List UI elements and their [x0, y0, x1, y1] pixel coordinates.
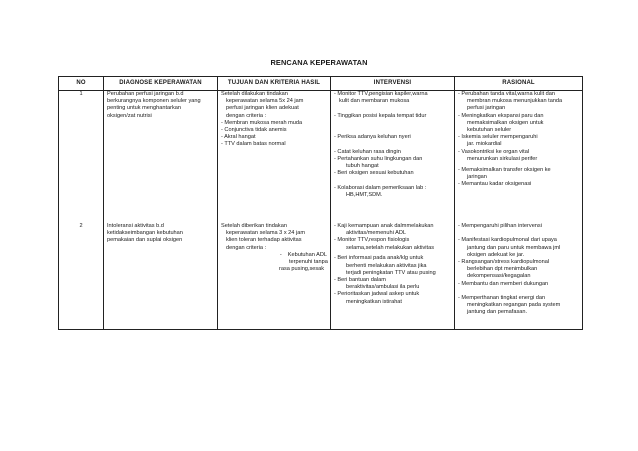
tujuan-criteria-text: Kebutuhan ADL	[287, 251, 327, 258]
intervensi-line: - Tinggikan posisi kepala tempat tidur	[334, 112, 427, 119]
tujuan-line: dengan criteria :	[226, 112, 267, 119]
row-number: 2	[59, 223, 104, 330]
tujuan-cell	[218, 91, 331, 224]
rasional-line: - Vasokontriksi ke organ vital	[458, 148, 530, 155]
diagnose-line: berkurangnya komponen seluler yang	[107, 98, 201, 105]
document-title: RENCANA KEPERAWATAN	[270, 58, 368, 67]
diagnose-cell	[104, 91, 218, 224]
intervensi-line: - Beri informasi pada anak/klg untuk	[334, 255, 424, 262]
diagnose-cell	[104, 223, 218, 330]
tujuan-line: Setelah diberikan tindakan	[221, 223, 287, 229]
intervensi-line: - Beri bantuan dalam	[334, 277, 386, 284]
rasional-line: dekompensasi/kegagalan	[467, 273, 531, 280]
row-number: 1	[59, 91, 104, 224]
intervensi-line: - Beri oksigen sesuai kebutuhan	[334, 170, 414, 177]
header-diagnose: DIAGNOSE KEPERAWATAN	[104, 77, 218, 91]
intervensi-line: HB,HMT,SDM.	[346, 191, 383, 198]
rasional-line: - Perubahan tanda vital,warna kulit dan	[458, 91, 556, 97]
tujuan-criteria: - TTV dalam batas normal	[221, 141, 286, 148]
intervensi-line: - Monitor TTV,respon fisiologis	[334, 237, 410, 244]
header-intervensi: INTERVENSI	[331, 77, 455, 91]
rasional-line: meningkatkan regangan pada system	[467, 302, 561, 309]
intervensi-line: - Kolaborasi dalam pemeriksaan lab :	[334, 184, 427, 191]
rasional-line: menurunkan sirkulasi perifer	[467, 155, 538, 162]
rasional-cell	[455, 91, 583, 224]
rasional-line: - Rangsangan/stress kardiopulmonal	[458, 259, 550, 265]
rasional-line: jaringan	[467, 173, 487, 180]
intervensi-line: - Periksa adanya keluhan nyeri	[334, 134, 411, 141]
intervensi-line: - Pertahankan suhu lingkungan dan	[334, 155, 423, 162]
diagnose-line: pemakaian dan suplai oksigen	[107, 237, 183, 244]
rasional-line: - Iskemia seluler mempengaruhi	[458, 134, 538, 141]
diagnose-line: Intoleransi aktivitas b.d	[107, 223, 164, 229]
tujuan-line: perfusi jaringan klien adekuat	[226, 105, 299, 112]
rasional-line: - Memaksimalkan transfer oksigen ke	[458, 166, 551, 173]
rasional-line: - Manifestasi kardiopulmonal dari upaya	[458, 237, 557, 244]
tujuan-criteria: - Akral hangat	[221, 134, 256, 141]
intervensi-cell	[331, 91, 455, 224]
rasional-line: - Memantau kadar oksigenasi	[458, 181, 532, 188]
intervensi-line: berhenti melakukan aktivitas jika	[346, 262, 427, 269]
rasional-line: berlebihan dpt menimbulkan	[467, 266, 538, 273]
rasional-line: - Mempengaruhi pilihan intervensi	[458, 223, 542, 229]
intervensi-line: - Kaji kemampuan anak dalmmelakukan	[334, 223, 434, 229]
rasional-line: oksigen adekuat ke jar.	[467, 251, 525, 258]
diagnose-line: Perubahan perfusi jaringan b.d	[107, 91, 184, 97]
table-row	[59, 223, 583, 330]
tujuan-line: klien toleran terhadap aktivitas	[226, 237, 302, 244]
tujuan-cell	[218, 223, 331, 330]
tujuan-line: keperawatan selama 5x 24 jam	[226, 98, 304, 105]
intervensi-line: - Perioritaskan jadwal askep untuk	[334, 291, 420, 298]
header-rasional: RASIONAL	[455, 77, 583, 91]
tujuan-line: dengan criteria :	[226, 244, 267, 251]
criteria-dash: -	[279, 251, 282, 258]
header-tujuan: TUJUAN DAN KRITERIA HASIL	[218, 77, 331, 91]
diagnose-line: penting untuk menghantarkan	[107, 105, 182, 112]
diagnose-line: ketidakseimbangan kebutuhan	[107, 230, 183, 237]
tujuan-criteria-text: rasa pusing,sesak	[279, 266, 325, 273]
tujuan-criteria: - Conjunctiva tidak anemis	[221, 127, 287, 134]
rasional-line: - Memperthanan tingkat energi dan	[458, 295, 546, 301]
intervensi-line: meningkatkan istirahat	[346, 298, 402, 305]
intervensi-line: beraktivitas/ambulasi ila perlu	[346, 284, 420, 291]
intervensi-line: - Catat keluhan rasa dingin	[334, 148, 401, 155]
rasional-line: membran mukosa menunjukkan tanda	[467, 98, 563, 105]
intervensi-line: terjadi peningkatan TTV atau pusing	[346, 269, 436, 276]
intervensi-line: kulit dan membaran mukosa	[339, 98, 410, 105]
rasional-line: - Membantu dan memberi dukungan	[458, 280, 549, 287]
table-header-row	[59, 77, 583, 91]
rasional-line: - Meningkatkan ekspansi paru dan	[458, 112, 544, 119]
header-no: NO	[59, 77, 104, 91]
intervensi-line: tubuh hangat	[346, 162, 379, 169]
tujuan-criteria-text: terpenuhi tanpa	[289, 259, 328, 266]
diagnose-line: oksigen/zat nutrisi	[107, 112, 152, 119]
intervensi-line: selama,setelah melakukan aktivitas	[346, 244, 434, 251]
tujuan-criteria	[221, 252, 327, 259]
rasional-line: jantung dan pemafasan.	[467, 309, 528, 316]
rasional-line: jantung dan paru untuk membawa jml	[467, 244, 561, 251]
rasional-line: perfusi jaringan	[467, 105, 506, 112]
care-plan-table	[58, 76, 583, 330]
intervensi-cell	[331, 223, 455, 330]
intervensi-line: - Monitor TTV,pengisian kapiler,warna	[334, 91, 428, 97]
tujuan-criteria: - Membran mukosa merah muda	[221, 119, 303, 126]
tujuan-line: keperawatan selama 3 x 24 jam	[226, 230, 305, 237]
rasional-cell	[455, 223, 583, 330]
rasional-line: memaksimalkan oksigen untuk	[467, 119, 544, 126]
table-row	[59, 91, 583, 224]
tujuan-line: Setelah dilakukan tindakan	[221, 91, 288, 97]
rasional-line: kebutuhan seluler	[467, 127, 512, 134]
rasional-line: jar. miokardial	[467, 141, 502, 148]
intervensi-line: aktivitas/memenuhi ADL	[346, 230, 407, 237]
